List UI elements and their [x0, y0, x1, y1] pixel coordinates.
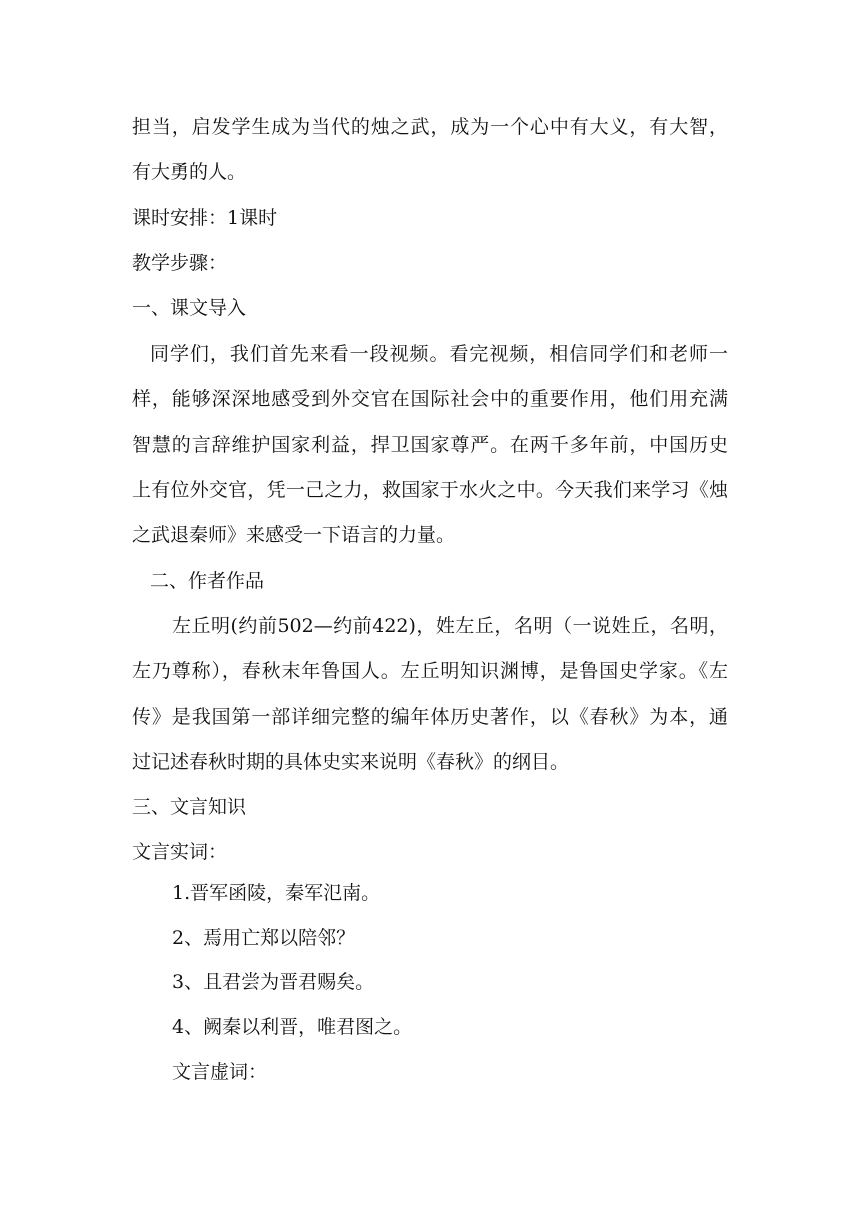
section-heading-1: 一、课文导入	[132, 297, 247, 319]
section-heading-2: 二、作者作品	[150, 570, 265, 592]
subheading-function-words: 文言虚词：	[172, 1061, 268, 1083]
paragraph-line: 同学们，我们首先来看一段视频。看完视频，相信同学们和老师一	[150, 343, 728, 365]
paragraph-line: 有大勇的人。	[132, 161, 247, 183]
section-heading-3: 三、文言知识	[132, 796, 247, 818]
paragraph-line: 左丘明(约前502—约前422)，姓左丘，名明（一说姓丘，名明，	[172, 615, 728, 637]
paragraph-line: 上有位外交官，凭一己之力，救国家于水火之中。今天我们来学习《烛	[132, 479, 728, 501]
list-item: 2、焉用亡郑以陪邻？	[172, 927, 356, 949]
paragraph-line: 样，能够深深地感受到外交官在国际社会中的重要作用，他们用充满	[132, 388, 728, 410]
subheading-content-words: 文言实词：	[132, 841, 228, 863]
paragraph-line: 智慧的言辞维护国家利益，捍卫国家尊严。在两千多年前，中国历史	[132, 434, 728, 456]
steps-heading: 教学步骤：	[132, 252, 228, 274]
paragraph-line: 担当，启发学生成为当代的烛之武，成为一个心中有大义，有大智，	[132, 116, 728, 138]
list-item: 3、且君尝为晋君赐矣。	[172, 971, 375, 993]
schedule-line: 课时安排：1课时	[132, 207, 278, 229]
list-item: 1.晋军函陵，秦军氾南。	[172, 882, 381, 904]
paragraph-line: 过记述春秋时期的具体史实来说明《春秋》的纲目。	[132, 751, 570, 773]
paragraph-line: 左乃尊称），春秋末年鲁国人。左丘明知识渊博，是鲁国史学家。《左	[132, 660, 728, 682]
paragraph-line: 之武退秦师》来感受一下语言的力量。	[132, 524, 456, 546]
paragraph-line: 传》是我国第一部详细完整的编年体历史著作，以《春秋》为本，通	[132, 706, 728, 728]
list-item: 4、阙秦以利晋，唯君图之。	[172, 1016, 413, 1038]
